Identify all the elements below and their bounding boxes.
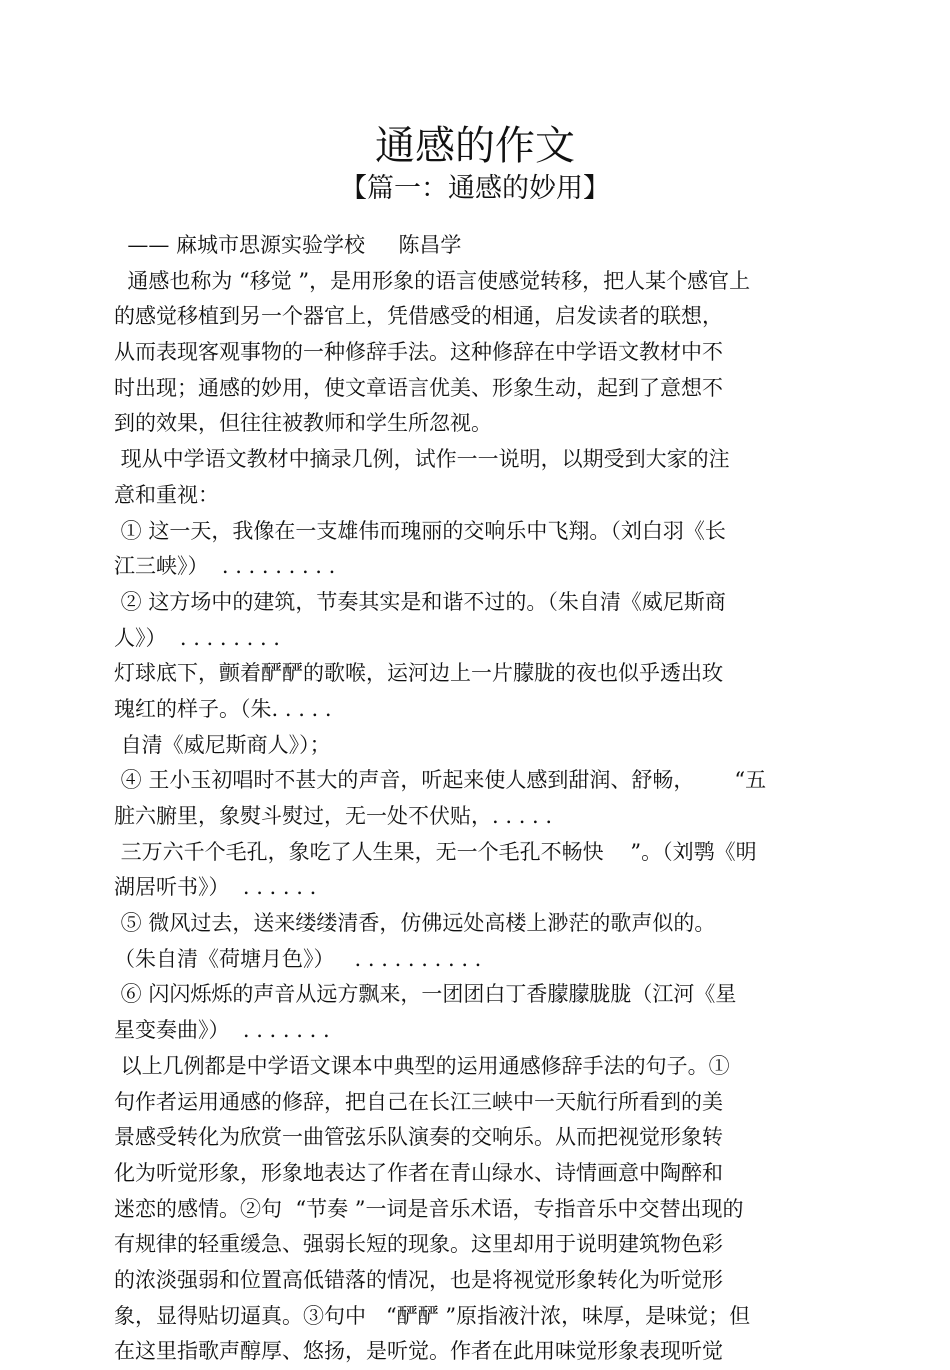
text-line: 时出现；通感的妙用，使文章语言优美、形象生动，起到了意想不 xyxy=(114,375,723,400)
text-line: 景感受转化为欣赏一曲管弦乐队演奏的交响乐。从而把视觉形象转 xyxy=(114,1125,723,1150)
example-line: 瑰红的样子。（朱. . . . . xyxy=(114,696,332,721)
text-line: 到的效果，但往往被教师和学生所忽视。 xyxy=(114,411,492,436)
text-line: 化为听觉形象，形象地表达了作者在青山绿水、诗情画意中陶醉和 xyxy=(114,1160,723,1185)
example-line: 人》） . . . . . . . . xyxy=(114,625,280,650)
text-line: 的感觉移植到另一个器官上，凭借感受的相通，启发读者的联想， xyxy=(114,304,723,329)
example-line: ① 这一天，我像在一支雄伟而瑰丽的交响乐中飞翔。（刘白羽《长 xyxy=(114,518,726,543)
page-subtitle: 【篇一：通感的妙用】 xyxy=(340,173,610,204)
example-line: ⑥ 闪闪烁烁的声音从远方飘来，一团团白丁香朦朦胧胧（江河《星 xyxy=(114,982,737,1007)
text-line: 句作者运用通感的修辞，把自己在长江三峡中一天航行所看到的美 xyxy=(114,1089,723,1114)
example-line: 三万六千个毛孔，象吃了人生果，无一个毛孔不畅快 ”。（刘鹗《明 xyxy=(114,839,757,864)
text-line: 从而表现客观事物的一种修辞手法。这种修辞在中学语文教材中不 xyxy=(114,340,723,365)
text-line: 的浓淡强弱和位置高低错落的情况，也是将视觉形象转化为听觉形 xyxy=(114,1267,723,1292)
text-line: 有规律的轻重缓急、强弱长短的现象。这里却用于说明建筑物色彩 xyxy=(114,1232,723,1257)
text-line: 以上几例都是中学语文课本中典型的运用通感修辞手法的句子。① xyxy=(114,1053,730,1078)
example-line: ② 这方场中的建筑，节奏其实是和谐不过的。（朱自清《威尼斯商 xyxy=(114,589,726,614)
example-line: 自清《威尼斯商人》）； xyxy=(114,732,331,757)
text-line: 在这里指歌声醇厚、悠扬，是听觉。作者在此用味觉形象表现听觉 xyxy=(114,1339,723,1364)
example-line: ④ 王小玉初唱时不甚大的声音，听起来使人感到甜润、舒畅， “五 xyxy=(114,768,767,793)
example-line: 江三峡》） . . . . . . . . . xyxy=(114,554,336,579)
text-line: 意和重视： xyxy=(114,482,219,507)
example-line: 脏六腑里，象熨斗熨过，无一处不伏贴，. . . . . xyxy=(114,804,553,828)
document-body xyxy=(114,228,834,1370)
text-line: 现从中学语文教材中摘录几例，试作一一说明，以期受到大家的注 xyxy=(114,447,730,472)
example-line: ⑤ 微风过去，送来缕缕清香，仿佛远处高楼上渺茫的歌声似的。 xyxy=(114,911,716,936)
text-line: 迷恋的感情。②句 “节奏 ”一词是音乐术语，专指音乐中交替出现的 xyxy=(114,1196,744,1221)
example-line: 湖居听书》） . . . . . . xyxy=(114,875,317,900)
text-line: 象，显得贴切逼真。③句中 “酽酽 ”原指液汁浓，味厚，是味觉；但 xyxy=(114,1303,751,1328)
page-title: 通感的作文 xyxy=(375,123,575,169)
example-line: （朱自清《荷塘月色》） . . . . . . . . . . xyxy=(114,946,482,971)
example-line: 灯球底下，颤着酽酽的歌喉，运河边上一片朦胧的夜也似乎透出玫 xyxy=(114,661,723,686)
text-line: 通感也称为 “移觉 ”，是用形象的语言使感觉转移，把人某个感官上 xyxy=(114,268,751,293)
example-line: 星变奏曲》） . . . . . . . xyxy=(114,1018,330,1043)
author-line: —— 麻城市思源实验学校 陈昌学 xyxy=(114,233,462,257)
